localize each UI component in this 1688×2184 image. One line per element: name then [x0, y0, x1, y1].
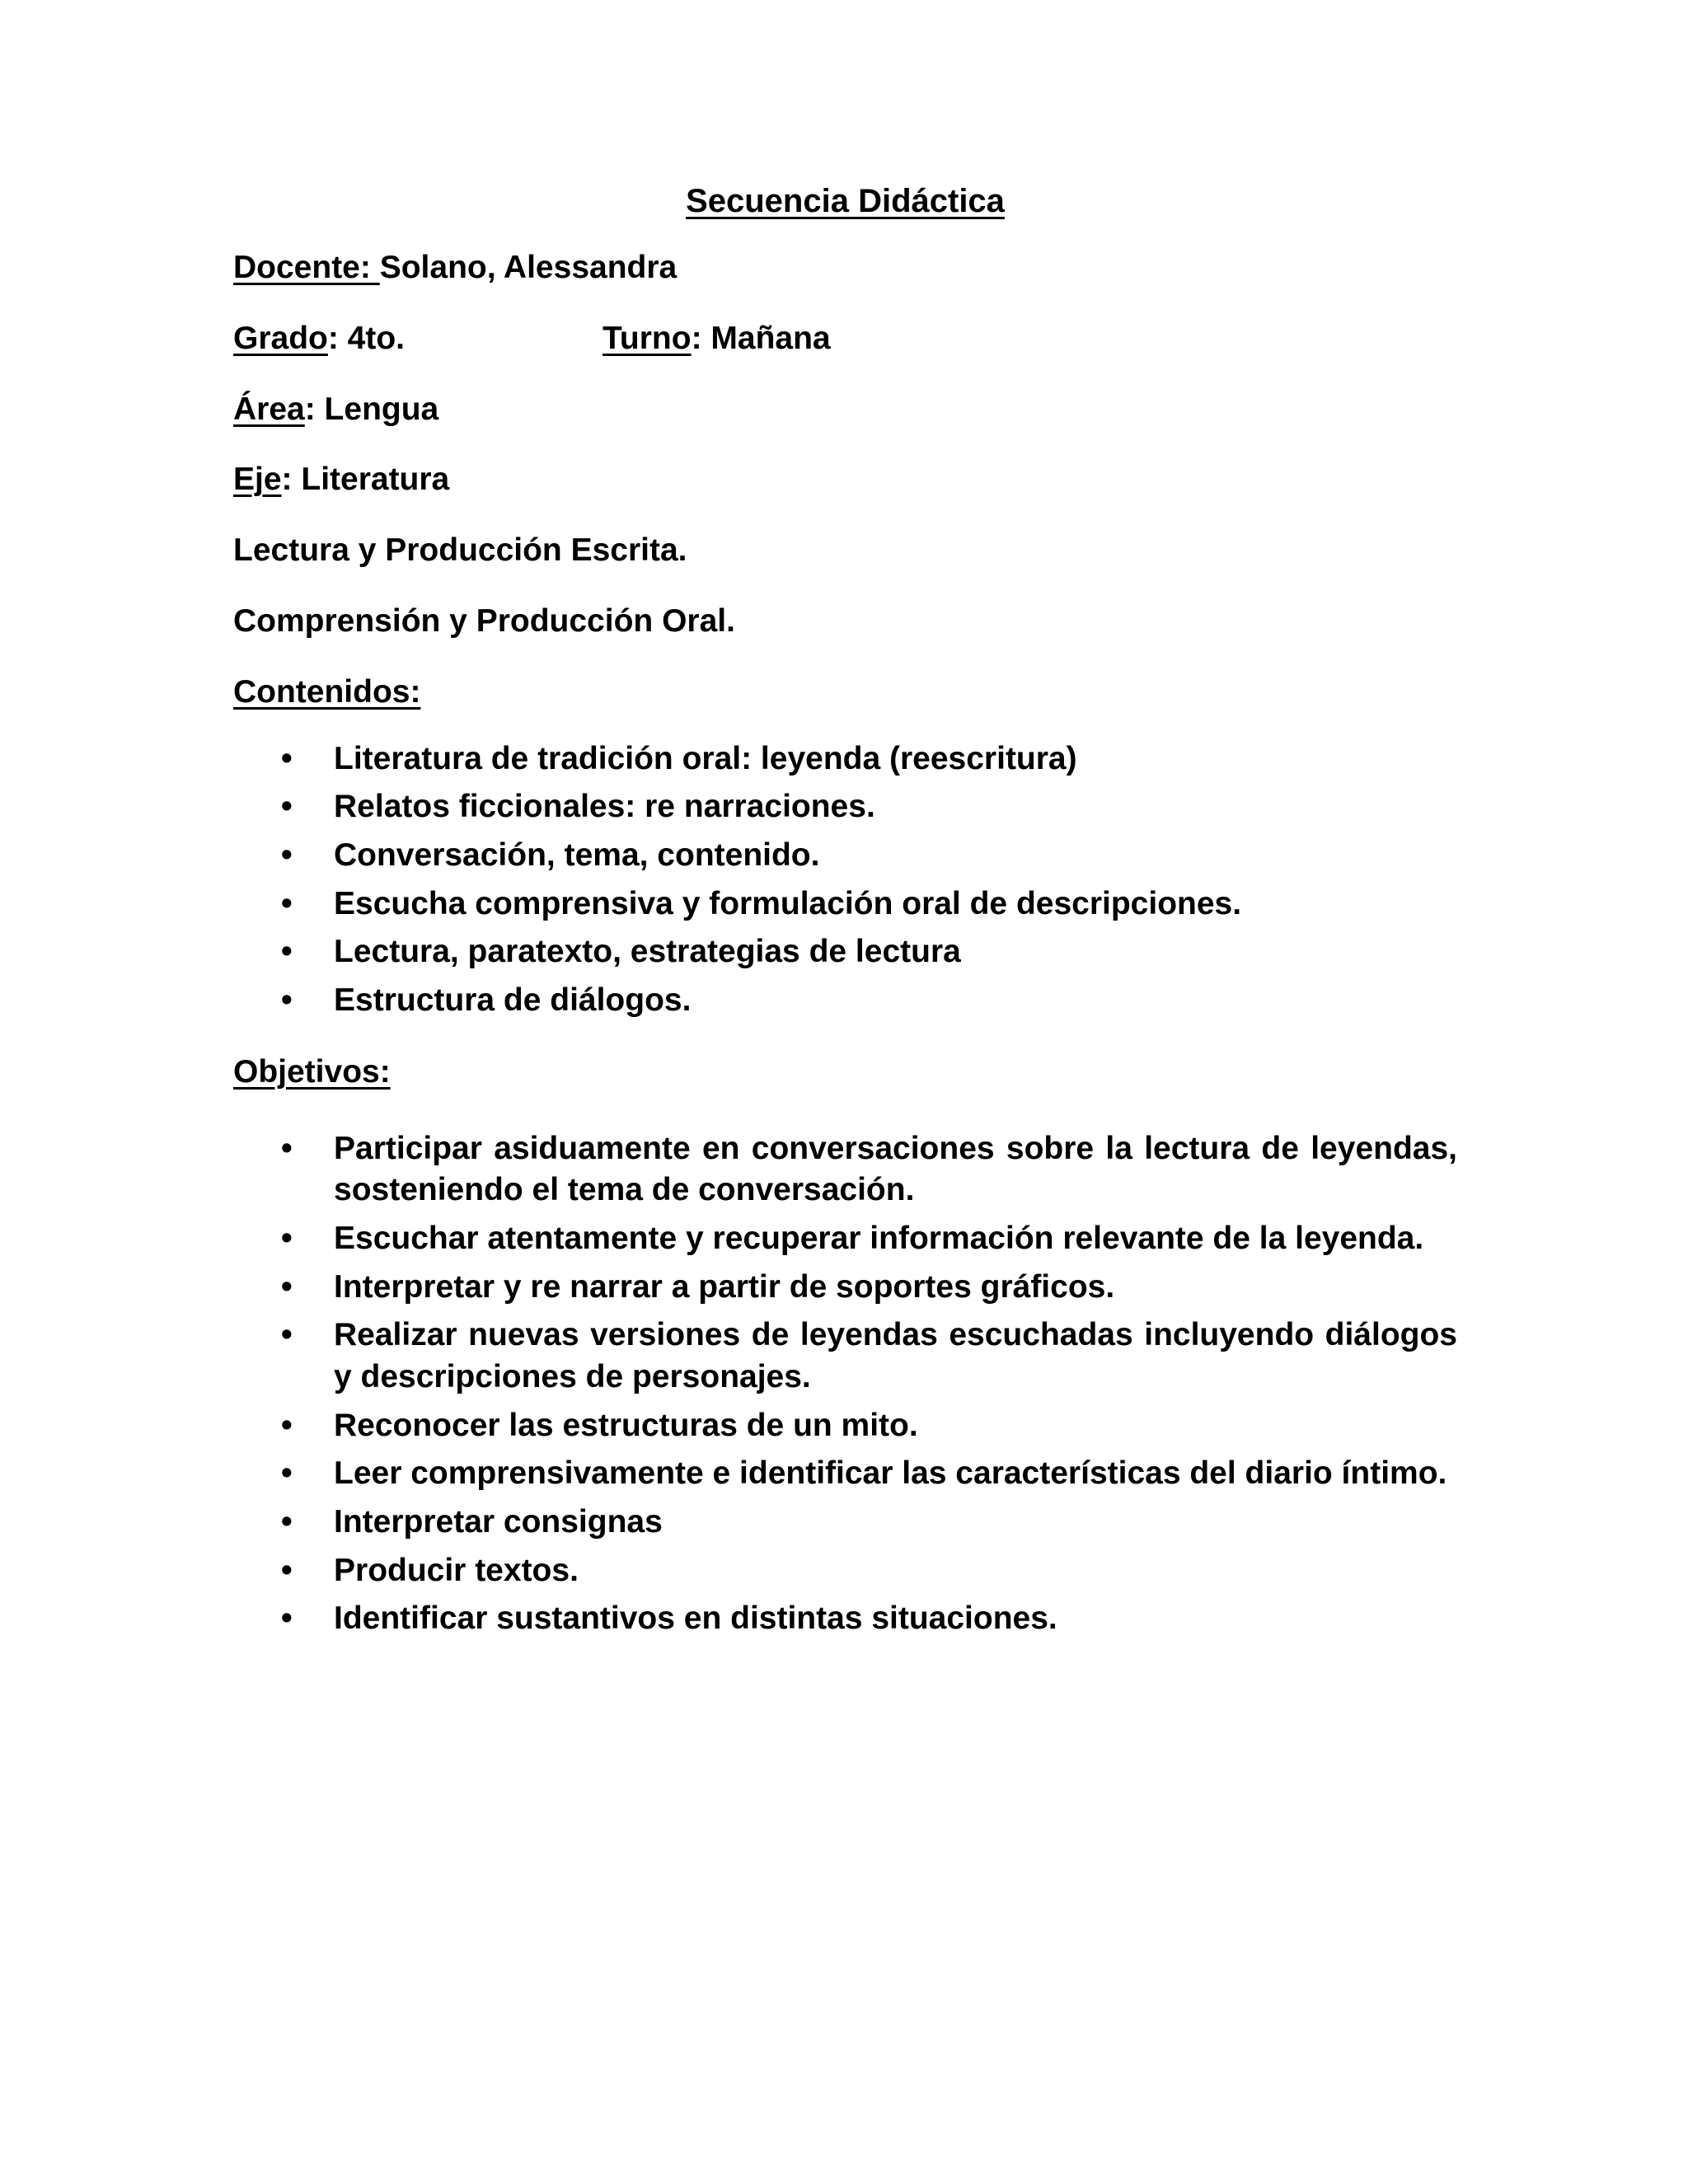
comprension-line: Comprensión y Producción Oral.: [233, 602, 735, 639]
list-item: • Conversación, tema, contenido.: [233, 835, 1457, 877]
list-item: • Reconocer las estructuras de un mito.: [233, 1405, 1457, 1447]
list-item: • Escuchar atentamente y recuperar información relevante de la leyenda.: [233, 1218, 1457, 1260]
list-item: • Realizar nuevas versiones de leyendas escuchadas incluyendo diálogos y descripciones de personajes.: [233, 1315, 1457, 1398]
list-item: • Interpretar consignas: [233, 1502, 1457, 1544]
eje-line: [233, 461, 1457, 499]
grado-value: : 4to.: [327, 320, 406, 356]
objetivos-heading: Objetivos:: [233, 1053, 391, 1090]
area-value: : Lengua: [304, 391, 439, 427]
list-item: • Participar asiduamente en conversaciones sobre la lectura de leyendas, sosteniendo el tema de conversación.: [233, 1128, 1457, 1212]
objetivos-list: [233, 1128, 1457, 1641]
list-item: • Escucha comprensiva y formulación oral de descripciones.: [233, 883, 1457, 926]
document-title: Secuencia Didáctica: [686, 183, 1005, 219]
list-item: • Estructura de diálogos.: [233, 980, 1457, 1022]
area-line: [233, 391, 1457, 429]
document-page: [233, 181, 1457, 1671]
list-item: • Literatura de tradición oral: leyenda (reescritura): [233, 738, 1457, 780]
turno-label: Turno: [603, 320, 692, 356]
lectura-line: Lectura y Producción Escrita.: [233, 532, 687, 569]
grado-turno-line: [233, 320, 1457, 359]
eje-label: Eje: [233, 462, 282, 498]
docente-value: Solano, Alessandra: [379, 250, 678, 285]
docente-line: [233, 249, 1457, 288]
list-item: • Relatos ficcionales: re narraciones.: [233, 786, 1457, 828]
list-item: • Producir textos.: [233, 1550, 1457, 1592]
list-item: • Leer comprensivamente e identificar las características del diario íntimo.: [233, 1453, 1457, 1495]
area-label: Área: [233, 391, 305, 427]
contenidos-list: [233, 738, 1457, 1022]
eje-value: : Literatura: [281, 462, 450, 498]
docente-label: Docente:: [233, 250, 380, 285]
list-item: • Interpretar y re narrar a partir de soportes gráficos.: [233, 1267, 1457, 1309]
list-item: • Lectura, paratexto, estrategias de lectura: [233, 931, 1457, 973]
grado-label: Grado: [233, 320, 328, 356]
list-item: • Identificar sustantivos en distintas situaciones.: [233, 1598, 1457, 1640]
turno-group: [603, 320, 831, 359]
contenidos-heading: Contenidos:: [233, 673, 421, 710]
turno-value: : Mañana: [691, 320, 831, 356]
